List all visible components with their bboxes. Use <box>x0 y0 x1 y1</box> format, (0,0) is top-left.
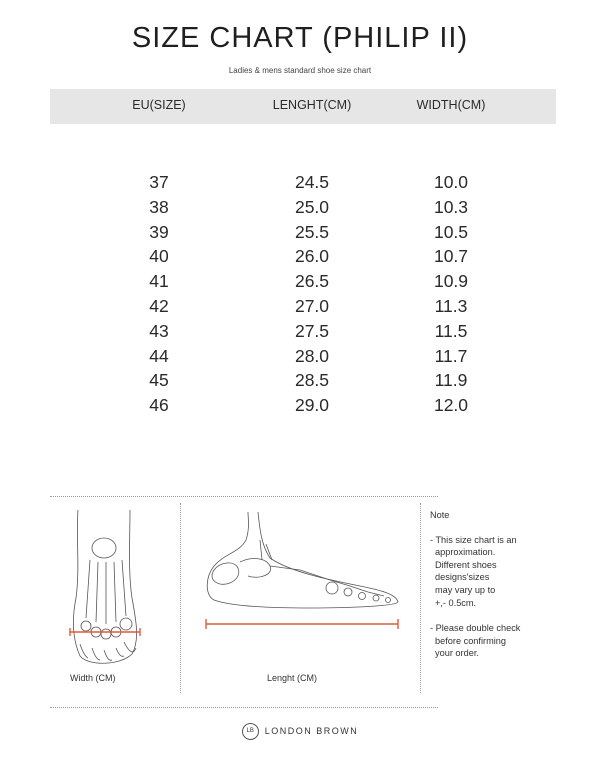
width-caption: Width (CM) <box>70 673 116 683</box>
length-cell: 26.0 <box>294 246 330 267</box>
width-cell: 11.5 <box>434 320 468 341</box>
page-subtitle: Ladies & mens standard shoe size chart <box>228 66 372 75</box>
note-line: your order. <box>435 648 479 659</box>
length-cell: 27.0 <box>294 295 330 316</box>
size-table-body <box>0 172 600 420</box>
note-line: - This size chart is an <box>430 534 517 545</box>
eu-size-cell: 44 <box>149 345 169 366</box>
note-line: may vary up to <box>435 584 496 595</box>
column-header-width: WIDTH(CM) <box>416 98 486 112</box>
note-line: Different shoes <box>435 559 497 570</box>
note-panel <box>430 509 590 660</box>
length-cell: 27.5 <box>294 320 330 341</box>
length-cell: 29.0 <box>294 395 330 416</box>
divider-top <box>50 496 438 497</box>
table-row <box>0 395 600 420</box>
length-cell: 25.0 <box>294 196 330 217</box>
note-line: +,- 0.5cm. <box>435 597 477 608</box>
foot-top-view-illustration <box>60 508 150 668</box>
note-item-approximation <box>430 534 590 610</box>
note-line: before confirming <box>435 635 506 646</box>
width-cell: 12.0 <box>433 395 469 416</box>
eu-size-cell: 43 <box>149 320 169 341</box>
table-row <box>0 271 600 296</box>
width-cell: 11.3 <box>434 295 468 316</box>
note-line: designs'sizes <box>435 572 490 583</box>
eu-size-cell: 38 <box>149 196 169 217</box>
note-item-double-check <box>430 622 590 660</box>
length-cell: 26.5 <box>294 271 330 292</box>
eu-size-cell: 39 <box>149 221 169 242</box>
length-cell: 25.5 <box>294 221 330 242</box>
note-line: - Please double check <box>430 623 521 634</box>
table-row <box>0 321 600 346</box>
page-title: SIZE CHART (PHILIP II) <box>131 22 469 54</box>
width-cell: 10.0 <box>433 172 469 192</box>
eu-size-cell: 46 <box>149 395 169 416</box>
table-row <box>0 172 600 197</box>
table-row <box>0 222 600 247</box>
length-cell: 28.0 <box>294 345 330 366</box>
table-row <box>0 296 600 321</box>
eu-size-cell: 45 <box>149 370 169 391</box>
divider-vertical-2 <box>420 503 421 693</box>
width-cell: 10.9 <box>433 271 469 292</box>
foot-side-view-illustration <box>200 510 410 635</box>
note-line: approximation. <box>435 547 496 558</box>
length-caption: Lenght (CM) <box>267 673 318 683</box>
table-row <box>0 346 600 371</box>
brand-name: LONDON BROWN <box>264 725 359 736</box>
eu-size-cell: 37 <box>149 172 169 192</box>
table-row <box>0 370 600 395</box>
brand-footer <box>0 723 600 740</box>
note-heading: Note <box>430 510 450 520</box>
width-cell: 10.5 <box>433 221 469 242</box>
table-row <box>0 246 600 271</box>
column-header-eu-size: EU(SIZE) <box>132 98 186 112</box>
width-cell: 11.7 <box>434 345 468 366</box>
column-header-length: LENGHT(CM) <box>272 98 352 112</box>
divider-bottom <box>50 707 438 708</box>
brand-logo-icon: LB <box>242 723 259 740</box>
eu-size-cell: 42 <box>149 295 169 316</box>
table-row <box>0 197 600 222</box>
eu-size-cell: 40 <box>149 246 169 267</box>
divider-vertical-1 <box>180 503 181 693</box>
width-cell: 11.9 <box>434 370 468 391</box>
eu-size-cell: 41 <box>149 271 169 292</box>
length-cell: 28.5 <box>294 370 330 391</box>
width-cell: 10.7 <box>433 246 469 267</box>
width-cell: 10.3 <box>433 196 469 217</box>
length-cell: 24.5 <box>294 172 330 192</box>
